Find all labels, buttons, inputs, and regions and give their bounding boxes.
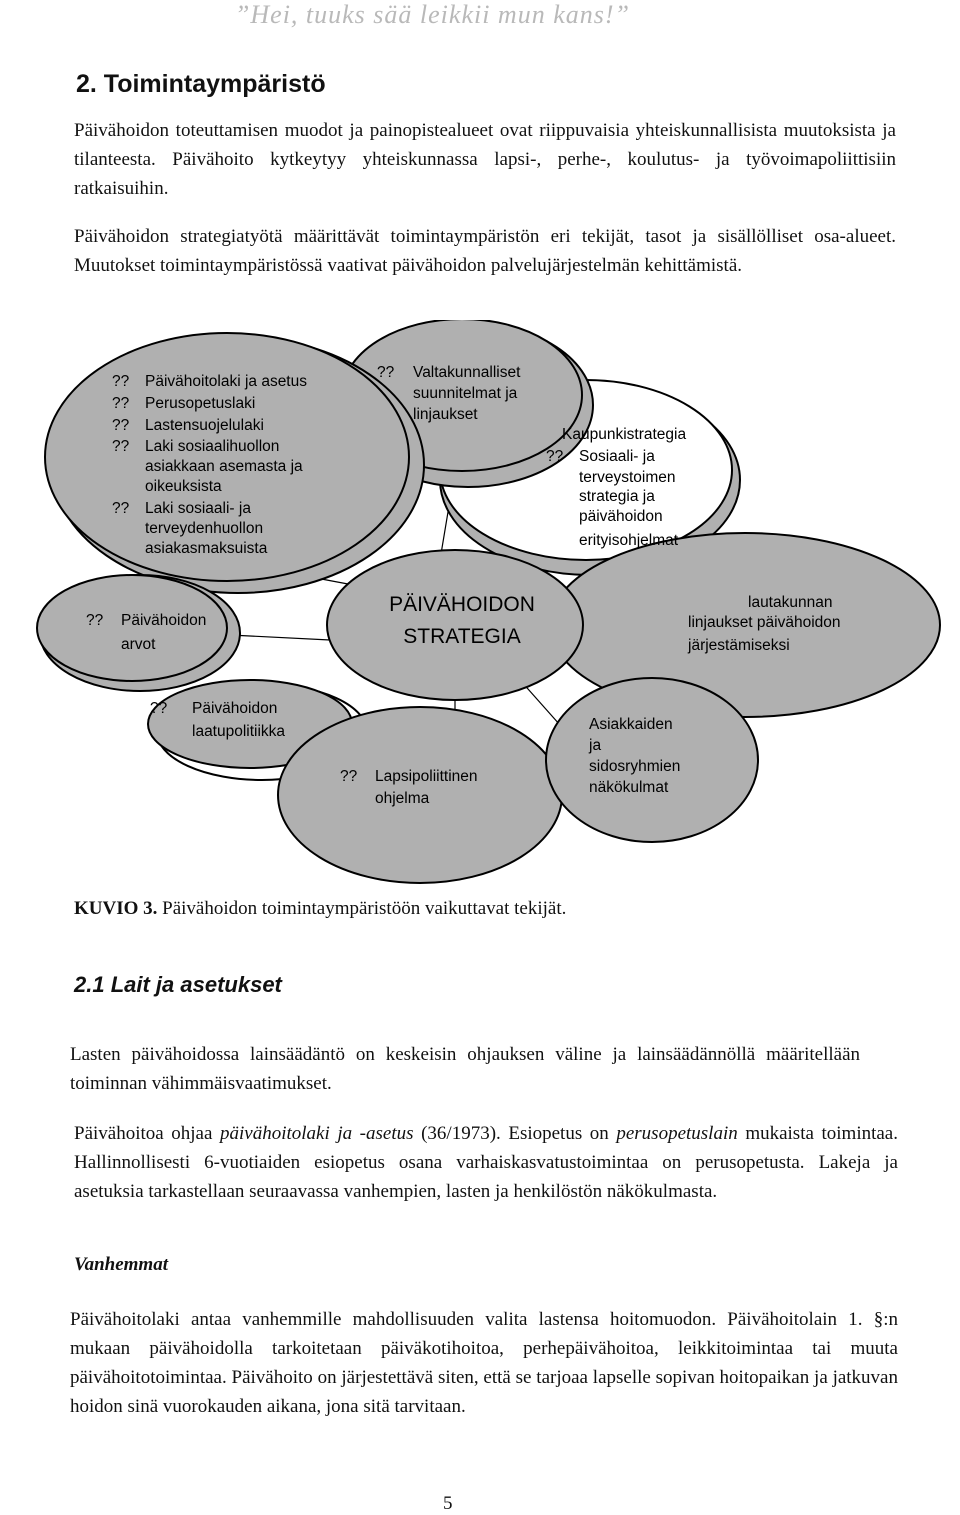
environment-diagram: [0, 320, 960, 890]
svg-text:järjestämiseksi: järjestämiseksi: [688, 637, 790, 654]
laws-item: Laki sosiaalihuollon: [145, 438, 280, 455]
caption-label: KUVIO 3.: [74, 898, 158, 919]
parents-paragraph: Päivähoitolaki antaa vanhemmille mahdollisuuden valita lastensa hoitomuodon. Päivähoitolain 1. §:n mukaan päivähoidolla tarkoitetaan päiväkotihoitoa, perhepäivähoitoa, leikkitoimintaa tai muuta päivähoitotoimintaa. Päivähoito on järjestettävä siten, että se tarjoaa lapselle sopivan hoitopaikan ja jatkuvan hoidon sinä vuorokauden aikana, jona sitä tarvitaan.: [70, 1309, 898, 1417]
svg-text:PÄIVÄHOIDON: PÄIVÄHOIDON: [389, 593, 535, 616]
svg-text:Sosiaali- ja: Sosiaali- ja: [579, 448, 655, 465]
caption-text: Päivähoidon toimintaympäristöön vaikuttavat tekijät.: [157, 898, 567, 919]
laws-bullet: ??: [112, 373, 130, 390]
laws-item: terveydenhuollon: [145, 520, 264, 537]
svg-text:päivähoidon: päivähoidon: [579, 508, 663, 525]
city-bullet: ??: [546, 448, 564, 465]
laws-item: Laki sosiaali- ja: [145, 500, 251, 517]
figure-caption: [74, 898, 566, 920]
parents-heading: Vanhemmat: [74, 1254, 168, 1275]
svg-text:suunnitelmat ja: suunnitelmat ja: [413, 385, 518, 402]
laws-item: asiakkaan asemasta ja: [145, 458, 303, 475]
subsection-title: 2.1 Lait ja asetukset: [74, 972, 282, 997]
laws-bullet: ??: [112, 438, 130, 455]
law-reference: päivähoitolaki ja -asetus: [220, 1123, 414, 1144]
svg-text:Kaupunkistrategia: Kaupunkistrategia: [562, 426, 687, 443]
laws-item: Lastensuojelulaki: [145, 417, 264, 434]
legislation-paragraph: Lasten päivähoidossa lainsäädäntö on keskeisin ohjauksen väline ja lainsäädännöllä määritellään toiminnan vähimmäisvaatimukset.: [70, 1044, 860, 1094]
svg-text:ja: ja: [589, 737, 602, 754]
svg-text:sidosryhmien: sidosryhmien: [589, 758, 681, 775]
section-title: 2. Toimintaympäristö: [76, 70, 326, 98]
svg-text:näkökulmat: näkökulmat: [589, 779, 669, 796]
quality-bullet: ??: [150, 700, 168, 717]
svg-text:STRATEGIA: STRATEGIA: [403, 625, 521, 648]
laws-bullet: ??: [112, 395, 130, 412]
strategy-paragraph: Päivähoidon strategiatyötä määrittävät toimintaympäristön eri tekijät, tasot ja sisällölliset osa-alueet. Muutokset toimintaympäristössä vaativat päivähoidon palvelujärjestelmän kehittämistä.: [74, 226, 896, 276]
svg-text:linjaukset päivähoidon: linjaukset päivähoidon: [688, 614, 841, 631]
svg-text:Päivähoidon: Päivähoidon: [121, 612, 207, 629]
svg-text:Päivähoidon: Päivähoidon: [192, 700, 278, 717]
svg-text:Asiakkaiden: Asiakkaiden: [589, 716, 673, 733]
laws-item: oikeuksista: [145, 478, 222, 495]
national-bullet: ??: [377, 364, 395, 381]
laws-item: Perusopetuslaki: [145, 395, 256, 412]
regulation-paragraph: Päivähoitoa ohjaa päivähoitolaki ja -asetus (36/1973). Esiopetus on perusopetuslain mukaista toimintaa. Hallinnollisesti 6-vuotiaiden esiopetus osana varhaiskasvatustoimintaa on perusopetusta. Lakeja ja asetuksia tarkastellaan seuraavassa vanhempien, lasten ja henkilöstön näkökulmasta.: [74, 1123, 898, 1202]
svg-text:strategia ja: strategia ja: [579, 488, 655, 505]
laws-bullet: ??: [112, 500, 130, 517]
laws-bullet: ??: [112, 417, 130, 434]
svg-text:linjaukset: linjaukset: [413, 406, 478, 423]
svg-text:ohjelma: ohjelma: [375, 790, 430, 807]
laws-item: asiakasmaksuista: [145, 540, 268, 557]
svg-text:arvot: arvot: [121, 636, 156, 653]
page-number: 5: [443, 1493, 453, 1514]
svg-text:erityisohjelmat: erityisohjelmat: [579, 532, 679, 549]
laws-item: Päivähoitolaki ja asetus: [145, 373, 307, 390]
svg-text:terveystoimen: terveystoimen: [579, 469, 676, 486]
svg-text:Lapsipoliittinen: Lapsipoliittinen: [375, 768, 478, 785]
values-bullet: ??: [86, 612, 104, 629]
svg-text:lautakunnan: lautakunnan: [748, 594, 833, 611]
svg-text:laatupolitiikka: laatupolitiikka: [192, 723, 286, 740]
law-reference: perusopetuslain: [616, 1123, 738, 1144]
running-header: ”Hei, tuuks sää leikkii mun kans!”: [234, 0, 630, 29]
child-policy-bullet: ??: [340, 768, 358, 785]
intro-paragraph: Päivähoidon toteuttamisen muodot ja painopistealueet ovat riippuvaisia yhteiskunnallisista muutoksista ja tilanteesta. Päivähoito kytkeytyy yhteiskunnassa lapsi-, perhe-, koulutus- ja työvoimapoliittisiin ratkaisuihin.: [74, 120, 896, 199]
svg-text:Valtakunnalliset: Valtakunnalliset: [413, 364, 521, 381]
